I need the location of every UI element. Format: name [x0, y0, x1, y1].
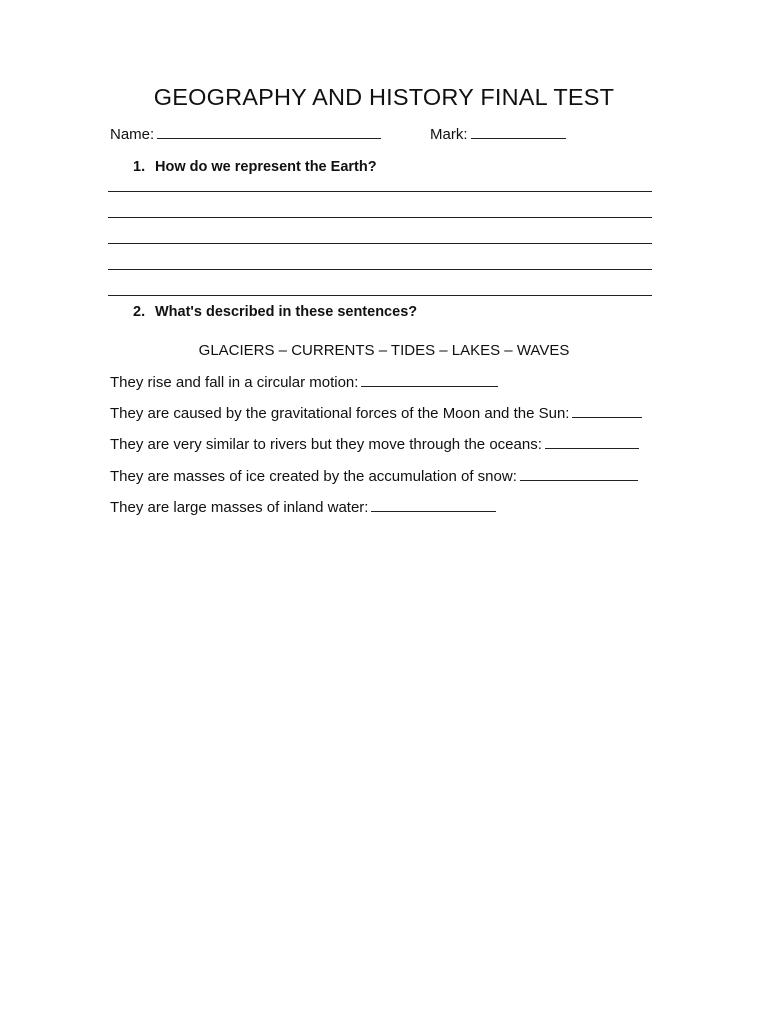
answer-line[interactable]	[108, 191, 652, 192]
question-1-text: How do we represent the Earth?	[155, 159, 377, 175]
question-2-heading	[133, 304, 417, 320]
mark-blank[interactable]	[471, 137, 566, 139]
sentence-text: They are large masses of inland water:	[110, 499, 369, 516]
name-blank[interactable]	[157, 137, 381, 139]
question-1-number: 1.	[133, 159, 146, 175]
answer-line[interactable]	[108, 243, 652, 244]
sentence-item	[110, 374, 498, 391]
sentence-item	[110, 499, 496, 516]
answer-line[interactable]	[108, 295, 652, 296]
answer-blank[interactable]	[545, 447, 639, 449]
answer-blank[interactable]	[572, 416, 642, 418]
sentence-item	[110, 405, 642, 422]
word-bank: GLACIERS – CURRENTS – TIDES – LAKES – WAVES	[198, 342, 570, 359]
name-label: Name:	[110, 126, 155, 143]
answer-blank[interactable]	[361, 385, 498, 387]
answer-blank[interactable]	[371, 510, 496, 512]
sentence-text: They are caused by the gravitational forces of the Moon and the Sun:	[110, 405, 570, 422]
sentence-text: They rise and fall in a circular motion:	[110, 374, 359, 391]
answer-blank[interactable]	[520, 479, 638, 481]
name-field[interactable]	[110, 126, 381, 143]
mark-label: Mark:	[430, 126, 468, 143]
sentence-text: They are masses of ice created by the accumulation of snow:	[110, 468, 517, 485]
sentence-text: They are very similar to rivers but they move through the oceans:	[110, 436, 542, 453]
question-2-text: What's described in these sentences?	[155, 304, 418, 320]
answer-line[interactable]	[108, 269, 652, 270]
mark-field[interactable]	[430, 126, 566, 143]
page-title: GEOGRAPHY AND HISTORY FINAL TEST	[153, 84, 615, 110]
question-2-number: 2.	[133, 304, 146, 320]
question-1-heading	[133, 159, 377, 175]
sentence-item	[110, 468, 638, 485]
sentence-item	[110, 436, 639, 453]
answer-line[interactable]	[108, 217, 652, 218]
